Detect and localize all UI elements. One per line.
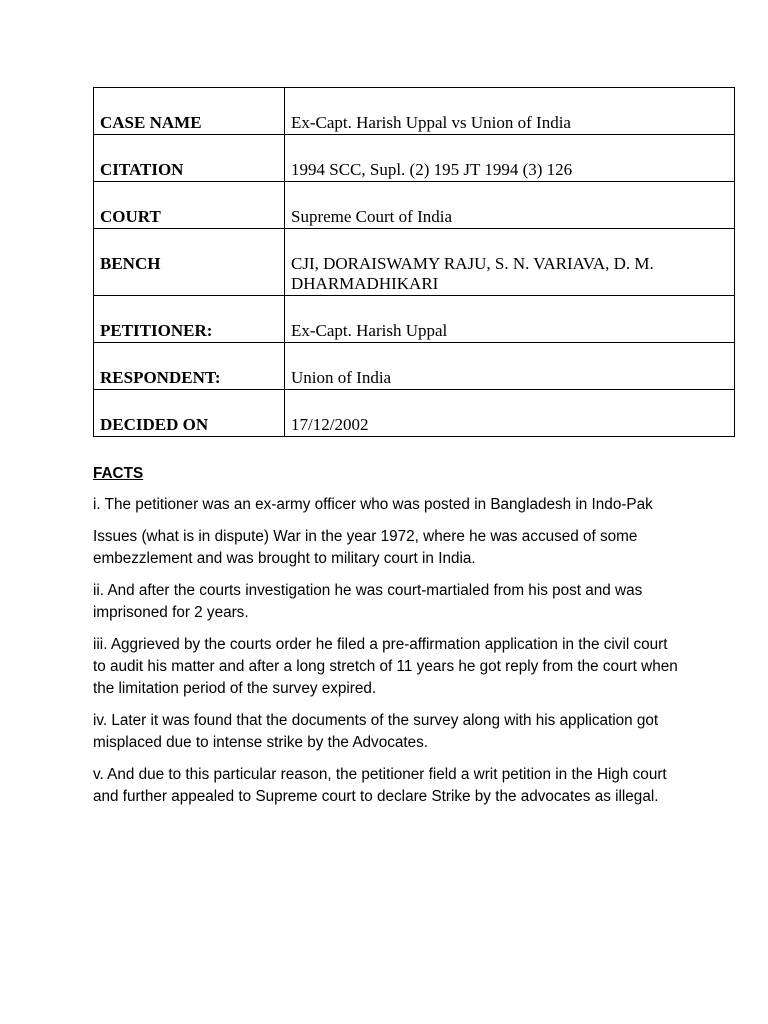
facts-paragraph-4: iii. Aggrieved by the courts order he filed a pre-affirmation application in the civil court to audit his matter and after a long stretch of 11 years he got reply from the court when the limitation period of the survey expired.: [93, 636, 678, 697]
court-label: COURT: [94, 182, 285, 229]
court-value: Supreme Court of India: [285, 182, 735, 229]
citation-label: CITATION: [94, 135, 285, 182]
facts-paragraph-1: i. The petitioner was an ex-army officer who was posted in Bangladesh in Indo-Pak: [93, 496, 653, 513]
decided-on-label: DECIDED ON: [94, 390, 285, 437]
citation-value: 1994 SCC, Supl. (2) 195 JT 1994 (3) 126: [285, 135, 735, 182]
case-details-table: [93, 87, 735, 437]
facts-heading: FACTS: [93, 465, 144, 482]
facts-paragraph-6: v. And due to this particular reason, the petitioner field a writ petition in the High court and further appealed to Supreme court to declare Strike by the advocates as illegal.: [93, 766, 667, 805]
facts-paragraph-5: iv. Later it was found that the documents of the survey along with his application got misplaced due to intense strike by the Advocates.: [93, 712, 659, 751]
bench-value: CJI, DORAISWAMY RAJU, S. N. VARIAVA, D. M. DHARMADHIKARI: [285, 229, 735, 296]
case-name-value: Ex-Capt. Harish Uppal vs Union of India: [285, 88, 735, 135]
table-row-bench: [94, 229, 735, 296]
respondent-label: RESPONDENT:: [94, 343, 285, 390]
bench-label: BENCH: [94, 229, 285, 296]
decided-on-value: 17/12/2002: [285, 390, 735, 437]
facts-section: [93, 463, 683, 818]
petitioner-label: PETITIONER:: [94, 296, 285, 343]
case-name-label: CASE NAME: [94, 88, 285, 135]
respondent-value: Union of India: [285, 343, 735, 390]
table-row-case-name: [94, 88, 735, 135]
table-row-petitioner: [94, 296, 735, 343]
petitioner-value: Ex-Capt. Harish Uppal: [285, 296, 735, 343]
table-row-court: [94, 182, 735, 229]
facts-paragraph-2: Issues (what is in dispute) War in the year 1972, where he was accused of some embezzlement and was brought to military court in India.: [93, 528, 638, 567]
table-row-citation: [94, 135, 735, 182]
table-row-respondent: [94, 343, 735, 390]
facts-paragraph-3: ii. And after the courts investigation he was court-martialed from his post and was imprisoned for 2 years.: [93, 582, 643, 621]
table-row-decided-on: [94, 390, 735, 437]
